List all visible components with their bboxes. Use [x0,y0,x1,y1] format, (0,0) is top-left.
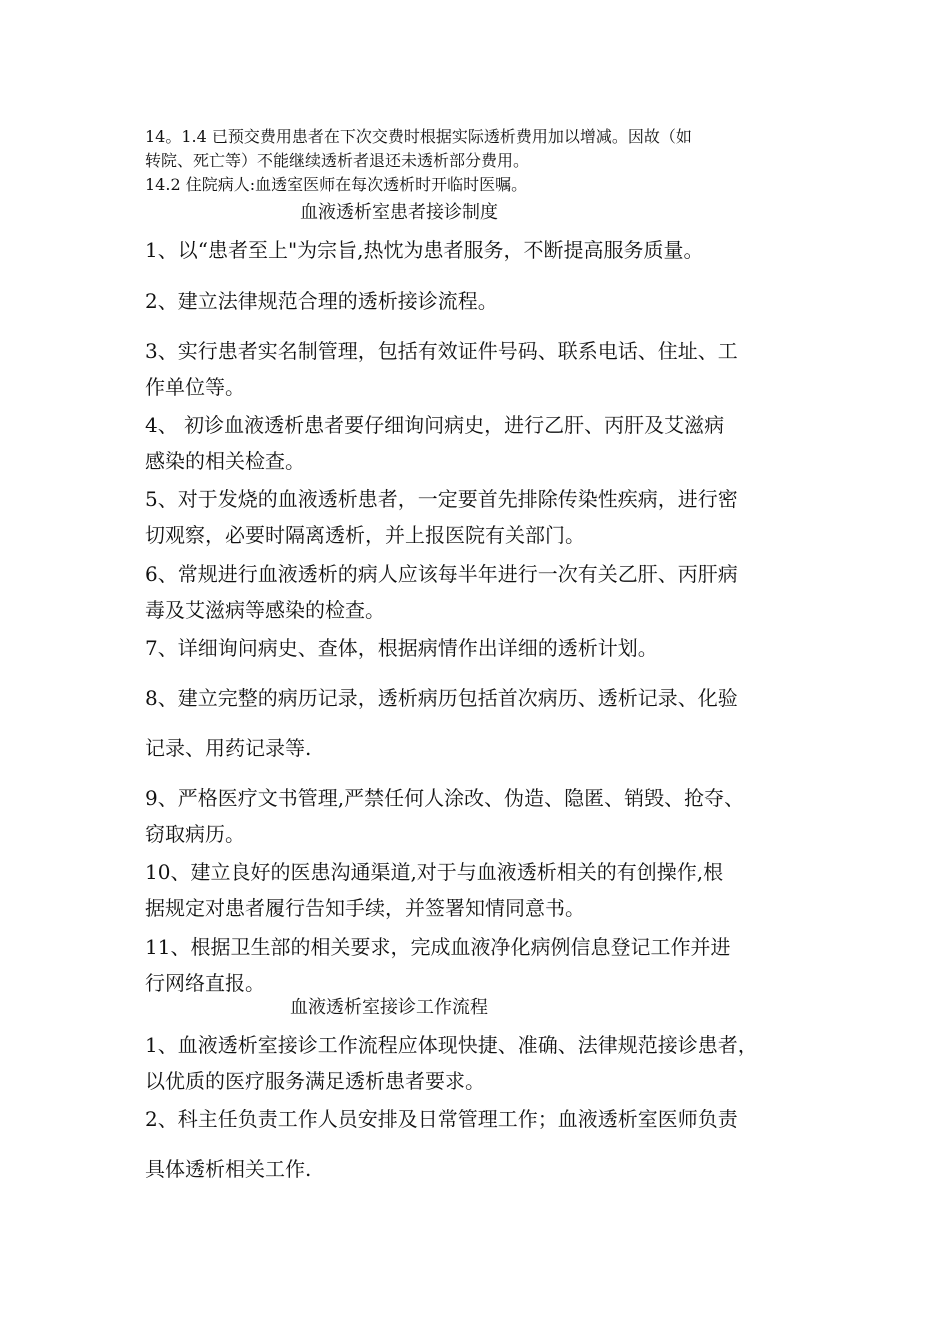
policy-item-1: 1、以“患者至上"为宗旨,热忱为患者服务，不断提高服务质量。 [145,238,704,262]
section-title-reception-workflow: 血液透析室接诊工作流程 [290,997,488,1018]
policy-item-3-line-1: 3、实行患者实名制管理，包括有效证件号码、联系电话、住址、工 [145,339,738,363]
intro-line-3: 14.2 住院病人:血透室医师在每次透析时开临时医嘱。 [145,175,528,194]
policy-item-6-line-2: 毒及艾滋病等感染的检查。 [145,598,385,622]
policy-item-3-line-2: 作单位等。 [145,375,245,399]
policy-item-10-line-1: 10、建立良好的医患沟通渠道,对于与血液透析相关的有创操作,根 [145,860,724,884]
policy-item-9-line-2: 窃取病历。 [145,822,245,846]
policy-item-11-line-2: 行网络直报。 [145,971,265,995]
intro-line-1: 14。1.4 已预交费用患者在下次交费时根据实际透析费用加以增减。因故（如 [145,127,692,146]
workflow-item-1-line-2: 以优质的医疗服务满足透析患者要求。 [145,1069,485,1093]
policy-item-5-line-2: 切观察，必要时隔离透析，并上报医院有关部门。 [145,523,585,547]
policy-item-4-line-2: 感染的相关检查。 [145,449,305,473]
section-title-reception-policy: 血液透析室患者接诊制度 [300,202,498,223]
policy-item-7: 7、详细询问病史、查体，根据病情作出详细的透析计划。 [145,636,658,660]
workflow-item-1-line-1: 1、血液透析室接诊工作流程应体现快捷、准确、法律规范接诊患者， [145,1033,758,1057]
policy-item-10-line-2: 据规定对患者履行告知手续，并签署知情同意书。 [145,896,585,920]
policy-item-4-line-1: 4、 初诊血液透析患者要仔细询问病史，进行乙肝、丙肝及艾滋病 [145,413,725,437]
policy-item-11-line-1: 11、根据卫生部的相关要求，完成血液净化病例信息登记工作并进 [145,935,731,959]
policy-item-6-line-1: 6、常规进行血液透析的病人应该每半年进行一次有关乙肝、丙肝病 [145,562,738,586]
policy-item-2: 2、建立法律规范合理的透析接诊流程。 [145,289,498,313]
policy-item-8-line-1: 8、建立完整的病历记录，透析病历包括首次病历、透析记录、化验 [145,686,738,710]
intro-line-2: 转院、死亡等）不能继续透析者退还未透析部分费用。 [145,151,530,170]
workflow-item-2-line-1: 2、科主任负责工作人员安排及日常管理工作；血液透析室医师负责 [145,1107,738,1131]
policy-item-5-line-1: 5、对于发烧的血液透析患者，一定要首先排除传染性疾病，进行密 [145,487,738,511]
policy-item-9-line-1: 9、严格医疗文书管理,严禁任何人涂改、伪造、隐匿、销毁、抢夺、 [145,786,745,810]
policy-item-8-line-2: 记录、用药记录等. [145,736,312,760]
workflow-item-2-line-2: 具体透析相关工作. [145,1157,312,1181]
